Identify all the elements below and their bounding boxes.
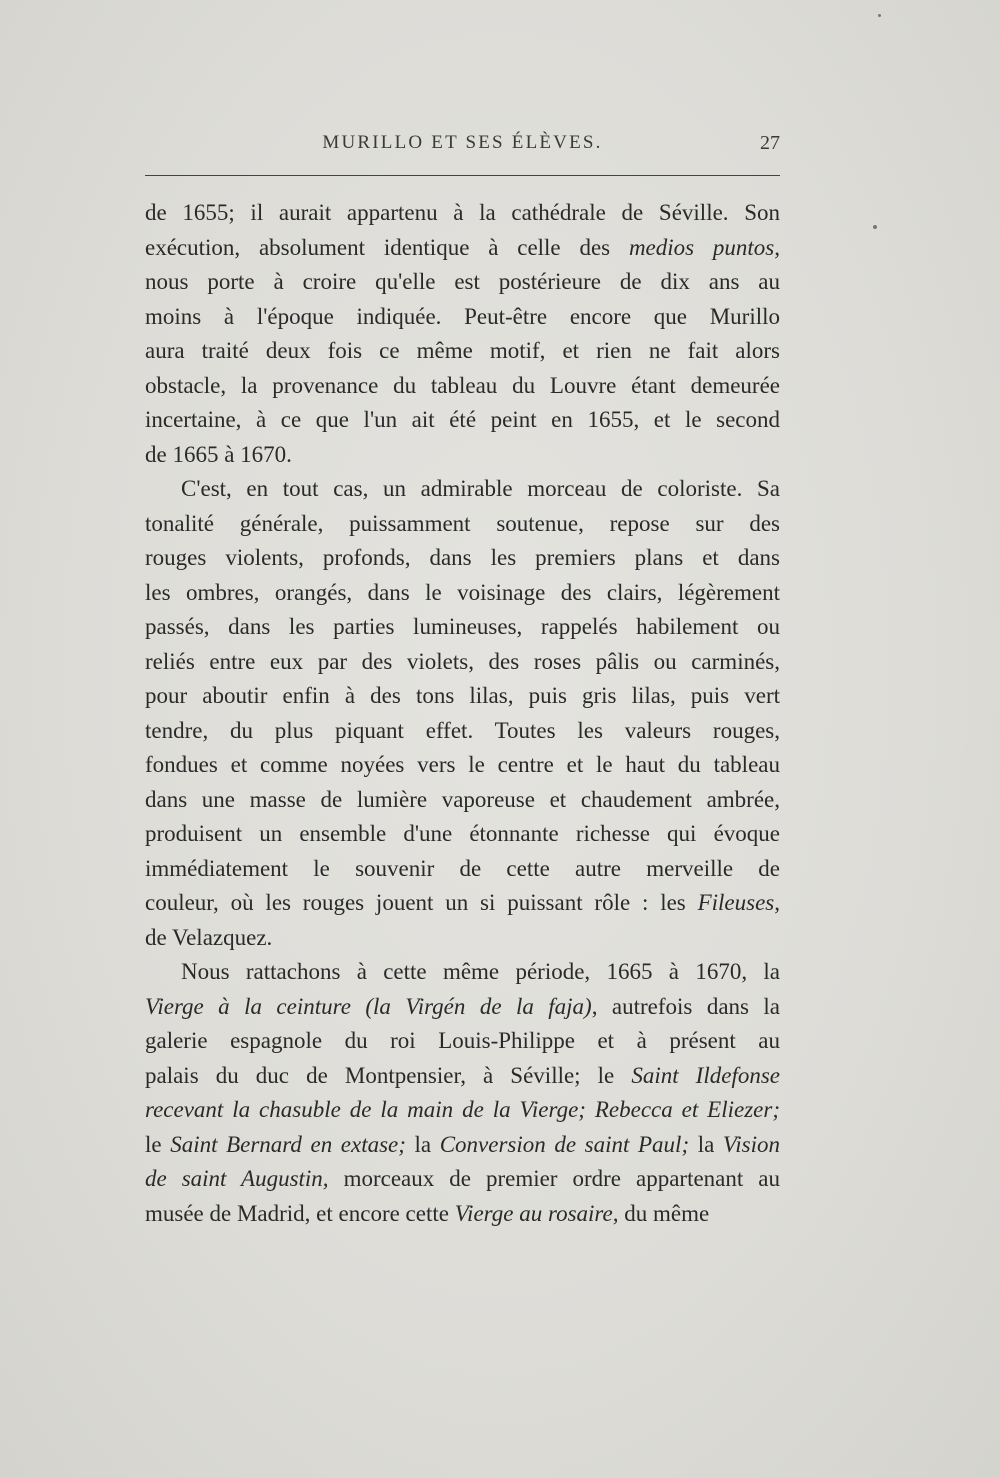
italic-text: de saint Augustin, <box>145 1166 329 1191</box>
text-run: , autrefois dans la <box>591 993 781 1019</box>
italic-text: Vision <box>722 1131 780 1157</box>
text-line <box>145 679 780 714</box>
text-run: morceaux de premier ordre appartenant au <box>328 1166 780 1191</box>
text-run: de 1665 à 1670. <box>145 441 292 467</box>
text-run: palais du duc de Montpensier, à Séville; le <box>145 1062 632 1088</box>
body-text <box>145 196 780 1231</box>
text-line <box>145 1059 780 1094</box>
italic-text: recevant la chasuble de la main de la Vierge; Rebecca et Eliezer; <box>145 1097 780 1122</box>
text-run: la <box>689 1131 723 1157</box>
text-run: aura traité deux fois ce même motif, et rien ne fait alors <box>145 338 780 363</box>
text-run: moins à l'époque indiquée. Peut-être encore que Murillo <box>145 303 780 329</box>
text-line <box>145 645 780 680</box>
text-line <box>145 196 780 231</box>
italic-text: Saint Bernard en extase; <box>170 1131 406 1157</box>
text-run: exécution, absolument identique à celle des <box>145 234 629 260</box>
text-run: rouges violents, profonds, dans les premiers plans et dans <box>145 545 780 570</box>
italic-text: medios puntos, <box>628 234 780 260</box>
text-line <box>145 541 780 576</box>
text-line <box>145 576 780 611</box>
text-run: C'est, en tout cas, un admirable morceau de coloriste. Sa <box>181 476 780 501</box>
page-number: 27 <box>760 132 780 154</box>
text-line <box>145 748 780 783</box>
text-run: couleur, où les rouges jouent un si puissant rôle : les <box>145 890 698 915</box>
header-rule <box>145 175 780 176</box>
text-run: la <box>405 1131 440 1157</box>
text-run: de Velazquez. <box>145 924 273 950</box>
text-line <box>145 1128 780 1163</box>
text-line <box>145 507 780 542</box>
text-run: fondues et comme noyées vers le centre et le haut du tableau <box>145 752 780 777</box>
text-run: nous porte à croire qu'elle est postérieure de dix ans au <box>145 269 780 294</box>
text-run: immédiatement le souvenir de cette autre merveille de <box>145 855 780 881</box>
text-line <box>145 610 780 645</box>
text-run: tendre, du plus piquant effet. Toutes les valeurs rouges, <box>145 717 780 743</box>
paper-speck <box>873 225 877 229</box>
text-line <box>145 472 780 507</box>
text-line <box>145 817 780 852</box>
paper-speck <box>878 14 881 17</box>
text-run: obstacle, la provenance du tableau du Louvre étant demeurée <box>145 372 780 398</box>
text-run: les ombres, orangés, dans le voisinage des clairs, légèrement <box>145 579 780 605</box>
text-run: Nous rattachons à cette même période, 1665 à 1670, la <box>181 959 780 984</box>
text-line <box>145 265 780 300</box>
text-run: du même <box>618 1200 710 1226</box>
italic-text: Vierge à la ceinture (la Virgén de la faja) <box>145 993 592 1019</box>
text-run: passés, dans les parties lumineuses, rappelés habilement ou <box>145 614 780 639</box>
text-run: reliés entre eux par des violets, des roses pâlis ou carminés, <box>145 648 780 674</box>
text-run: musée de Madrid, et encore cette <box>145 1200 455 1226</box>
text-run: galerie espagnole du roi Louis-Philippe et à présent au <box>145 1028 780 1053</box>
text-run: dans une masse de lumière vaporeuse et chaudement ambrée, <box>145 786 780 812</box>
text-line <box>145 1197 780 1232</box>
text-line <box>145 886 780 921</box>
text-line <box>145 438 780 473</box>
text-line <box>145 300 780 335</box>
text-line <box>145 714 780 749</box>
text-run: pour aboutir enfin à des tons lilas, puis gris lilas, puis vert <box>145 683 780 708</box>
text-run: le <box>145 1131 171 1157</box>
italic-text: Vierge au rosaire, <box>454 1200 619 1226</box>
text-line <box>145 921 780 956</box>
text-run: de 1655; il aurait appartenu à la cathédrale de Séville. Son <box>145 200 780 225</box>
page-header <box>145 132 780 162</box>
text-line <box>145 955 780 990</box>
text-line <box>145 1162 780 1197</box>
text-line <box>145 1093 780 1128</box>
text-line <box>145 231 780 266</box>
text-line <box>145 783 780 818</box>
text-line <box>145 990 780 1025</box>
italic-text: Conversion de saint Paul; <box>439 1131 690 1157</box>
running-title: MURILLO ET SES ÉLÈVES. <box>322 132 603 153</box>
italic-text: Saint Ildefonse <box>631 1062 780 1088</box>
text-line <box>145 334 780 369</box>
text-line <box>145 369 780 404</box>
text-run: incertaine, à ce que l'un ait été peint en 1655, et le second <box>145 407 780 432</box>
text-line <box>145 852 780 887</box>
text-run: tonalité générale, puissamment soutenue, repose sur des <box>145 510 780 536</box>
italic-text: Fileuses, <box>697 890 780 915</box>
text-line <box>145 403 780 438</box>
text-line <box>145 1024 780 1059</box>
text-run: produisent un ensemble d'une étonnante richesse qui évoque <box>145 821 780 846</box>
